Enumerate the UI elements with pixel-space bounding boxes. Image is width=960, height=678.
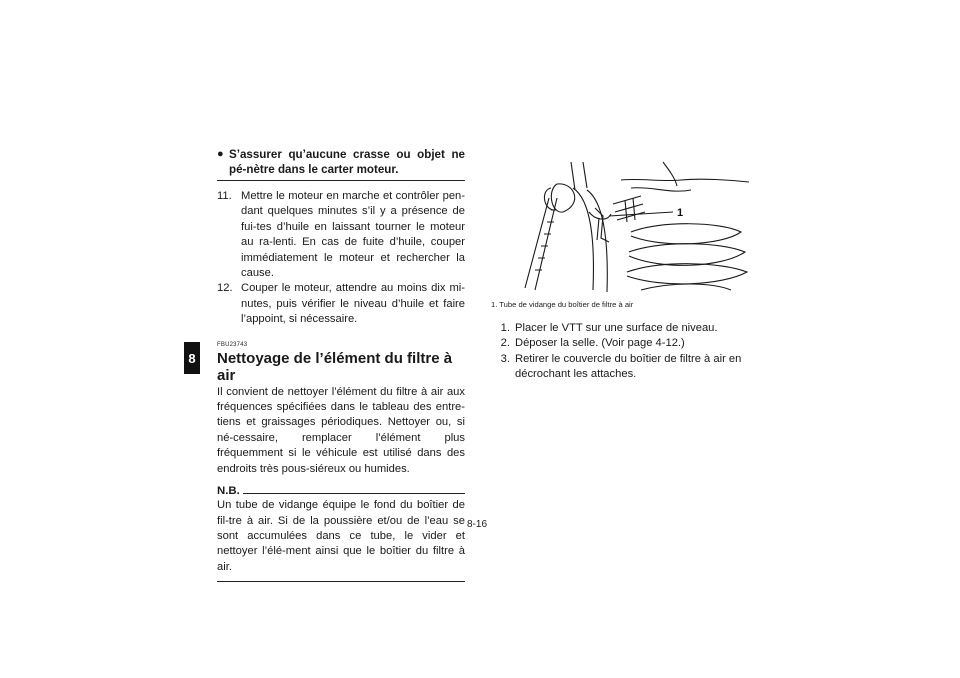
section-tab: 8	[184, 342, 200, 374]
figure-callout-number: 1	[677, 207, 684, 219]
left-column	[217, 147, 465, 582]
figure-caption: 1. Tube de vidange du boîtier de filtre à air	[491, 300, 634, 309]
step-text: Retirer le couvercle du boîtier de filtre à air en décrochant les attaches.	[515, 352, 742, 381]
step-text: Mettre le moteur en marche et contrôler pen-dant quelques minutes s’il y a présence de fui-tes d’huile en laissant tourner le moteur au ra-lenti. En cas de fuite d’huile, couper immédiatement le moteur et rechercher la cause.	[241, 190, 465, 280]
step-item	[217, 281, 465, 327]
step-number: 1.	[500, 322, 510, 334]
step-item	[491, 336, 749, 351]
right-column	[491, 160, 749, 383]
right-steps-list	[491, 321, 749, 383]
warning-item	[217, 147, 465, 177]
step-item	[491, 352, 749, 383]
note-end-rule	[217, 581, 465, 582]
step-item	[217, 189, 465, 281]
step-number: 3.	[500, 352, 510, 365]
note-text: Un tube de vidange équipe le fond du boîtier de fil-tre à air. Si de la poussière et/ou de l’eau se sont accumulées dans ce tube, le vider et nettoyer l’élé-ment ainsi que le boîtier du filtre à air.	[217, 499, 465, 573]
drain-tube-figure	[491, 160, 749, 296]
drain-tube-illustration	[491, 160, 749, 296]
left-steps-list	[217, 189, 465, 328]
note-label: N.B.	[217, 485, 240, 498]
step-number: 2.	[500, 337, 510, 350]
page-number: 8-16	[467, 519, 488, 530]
section-code: FBU23743	[217, 341, 248, 348]
step-item	[491, 321, 749, 336]
step-text: Déposer la selle. (Voir page 4-12.)	[515, 337, 685, 350]
bullet-icon: ●	[217, 148, 224, 160]
step-text: Placer le VTT sur une surface de niveau.	[515, 322, 718, 334]
section-title: Nettoyage de l’élément du filtre à air	[217, 349, 453, 384]
step-number: 12.	[217, 282, 233, 295]
warning-text: S’assurer qu’aucune crasse ou objet ne pé-nètre dans le carter moteur.	[229, 148, 465, 176]
note-header	[217, 485, 465, 497]
step-number: 11.	[217, 190, 232, 202]
step-text: Couper le moteur, attendre au moins dix mi-nutes, puis vérifier le niveau d’huile et faire l’appoint, si nécessaire.	[241, 282, 465, 326]
warning-end-rule	[217, 180, 465, 181]
section-body: Il convient de nettoyer l’élément du filtre à air aux fréquences spécifiées dans le tableau des entre-tiens et graissages périodiques. Nettoyer ou, si né-cessaire, remplacer l’élément plus fréquemment si le véhicule est utilisé dans des endroits très pous-siéreux ou humides.	[217, 385, 465, 475]
note-header-line	[243, 493, 465, 494]
